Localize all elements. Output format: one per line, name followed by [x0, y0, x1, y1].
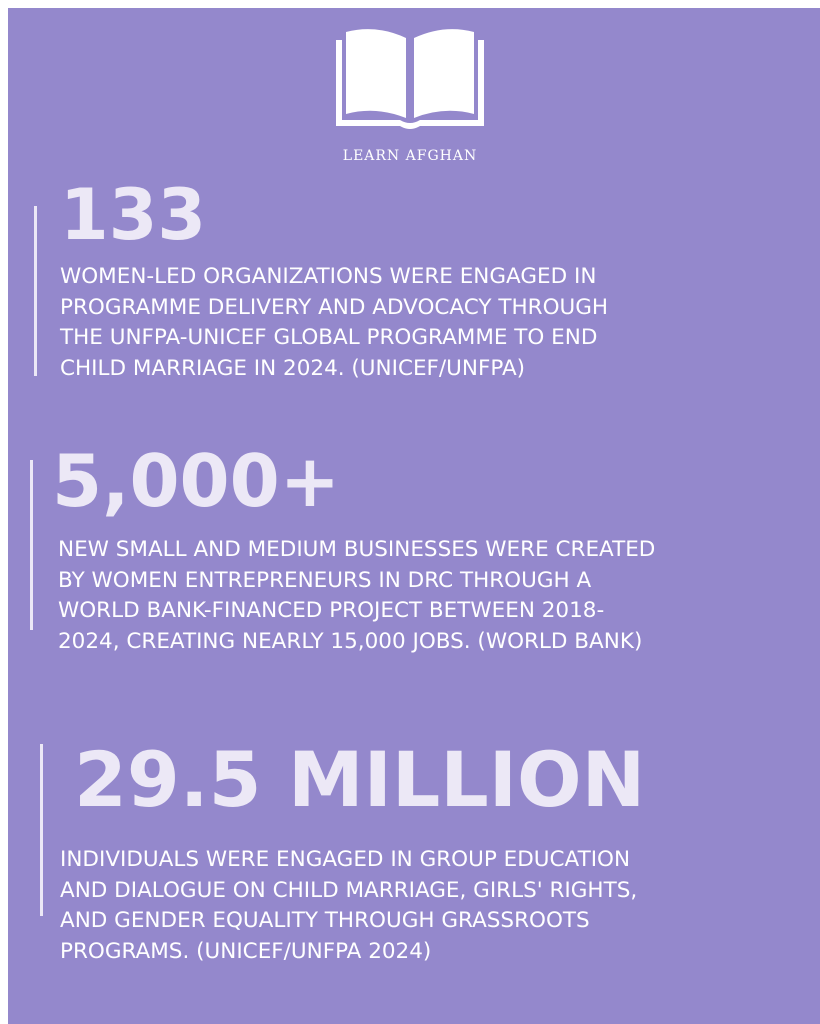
accent-bar	[40, 744, 43, 916]
description-line: CHILD MARRIAGE IN 2024. (UNICEF/UNFPA)	[60, 355, 526, 381]
description-line: PROGRAMME DELIVERY AND ADVOCACY THROUGH	[60, 294, 609, 320]
stat-description	[60, 845, 637, 967]
brand-name: LEARN AFGHAN	[342, 148, 478, 164]
description-line: THE UNFPA-UNICEF GLOBAL PROGRAMME TO END	[60, 325, 598, 350]
stat-value: 133	[60, 174, 207, 256]
description-line: PROGRAMS. (UNICEF/UNFPA 2024)	[60, 938, 432, 964]
brand-logo	[330, 26, 500, 176]
stat-value: 29.5 MILLION	[74, 735, 646, 824]
accent-bar	[30, 460, 33, 630]
stat-description	[58, 535, 655, 657]
stat-description	[60, 262, 608, 384]
description-line: INDIVIDUALS WERE ENGAGED IN GROUP EDUCATION	[60, 847, 631, 872]
description-line: WORLD BANK-FINANCED PROJECT BETWEEN 2018-	[58, 598, 605, 623]
open-book-icon	[330, 26, 490, 138]
description-line: AND DIALOGUE ON CHILD MARRIAGE, GIRLS' RIGHTS,	[60, 877, 638, 903]
description-line: 2024, CREATING NEARLY 15,000 JOBS. (WORLD BANK)	[58, 628, 643, 654]
description-line: BY WOMEN ENTREPRENEURS IN DRC THROUGH A	[58, 567, 592, 593]
stat-value: 5,000+	[52, 439, 341, 523]
description-line: WOMEN-LED ORGANIZATIONS WERE ENGAGED IN	[60, 264, 597, 289]
infographic-canvas	[8, 8, 820, 1024]
accent-bar	[34, 206, 37, 376]
description-line: AND GENDER EQUALITY THROUGH GRASSROOTS	[60, 908, 590, 933]
description-line: NEW SMALL AND MEDIUM BUSINESSES WERE CREATED	[58, 537, 656, 562]
